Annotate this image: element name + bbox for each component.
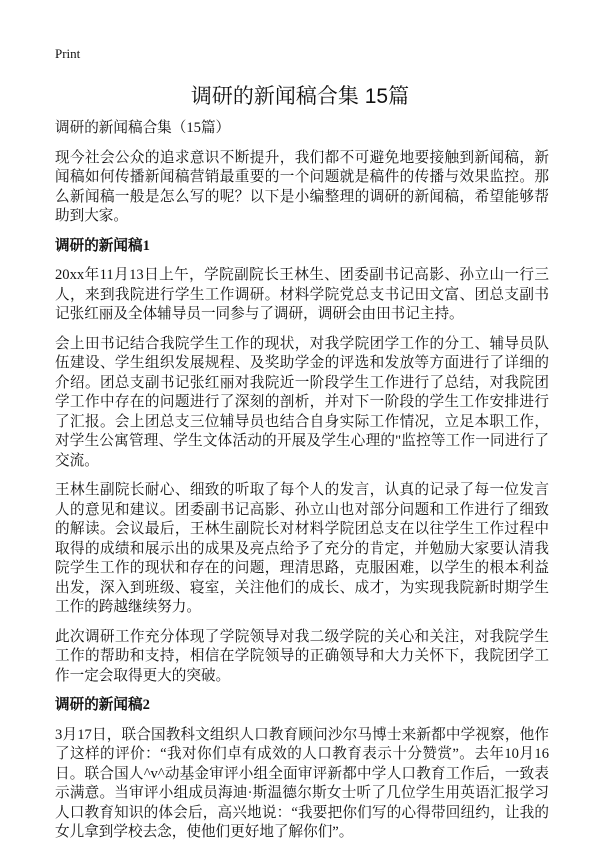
paragraph: 王林生副院长耐心、细致的听取了每个人的发言，认真的记录了每一位发言人的意见和建议。团委副书记高影、孙立山也对部分问题和工作进行了细致的解读。会议最后，王林生副院长对材料学院团总支在以往学生工作过程中取得的成绩和展示出的成果及亮点给予了充分的肯定，并勉励大家要认清我院学生工作的现状和存在的问题，理清思路，克服困难，以学生的根本利益出发，深入到班级、寝室，关注他们的成长、成才，为实现我院新时期学生工作的跨越继续努力。	[55, 482, 549, 615]
paragraph: 此次调研工作充分体现了学院领导对我二级学院的关心和关注，对我院学生工作的帮助和支持，相信在学院领导的正确领导和大力关怀下，我院团学工作一定会取得更大的突破。	[55, 628, 549, 684]
paragraph: 3月17日，联合国教科文组织人口教育顾问沙尔马博士来新都中学视察，他作了这样的评价：“我对你们卓有成效的人口教育表示十分赞赏”。去年10月16日。联合国人^v^动基金审评小组全面审评新都中学人口教育工作后，一致表示满意。当审评小组成员海迪·斯温德尔斯女士听了几位学生用英语汇报学习人口教育知识的体会后，高兴地说：“我要把你们写的心得带回纽约，让我的女儿拿到学校去念，使他们更好地了解你们”。	[55, 726, 549, 840]
document-body	[55, 119, 549, 853]
page-title: 调研的新闻稿合集 15篇	[190, 85, 410, 108]
paragraph: 会上田书记结合我院学生工作的现状，对我学院团学工作的分工、辅导员队伍建设、学生组织发展规程、及奖助学金的评选和发放等方面进行了详细的介绍。团总支副书记张红丽对我院近一阶段学生工作进行了总结，对我院团学工作中存在的问题进行了深刻的剖析，并对下一阶段的学生工作安排进行了汇报。会上团总支三位辅导员也结合自身实际工作情况，立足本职工作，对学生公寓管理、学生文体活动的开展及学生心理的"监控等工作一同进行了交流。	[55, 335, 549, 469]
print-link[interactable]: Print	[55, 46, 81, 61]
paragraph: 20xx年11月13日上午，学院副院长王林生、团委副书记高影、孙立山一行三人，来到我院进行学生工作调研。材料学院党总支书记田文富、团总支副书记张红丽及全体辅导员一同参与了调研，调研会由田书记主持。	[55, 267, 549, 322]
document-subtitle: 调研的新闻稿合集（15篇）	[55, 120, 231, 136]
section-heading: 调研的新闻稿1	[55, 237, 150, 254]
section-heading: 调研的新闻稿2	[55, 697, 150, 713]
intro-paragraph: 现今社会公众的追求意识不断提升，我们都不可避免地要接触到新闻稿，新闻稿如何传播新闻稿营销最重要的一个问题就是稿件的传播与效果监控。那么新闻稿一般是怎么写的呢？以下是小编整理的调研的新闻稿，希望能够帮助到大家。	[55, 149, 549, 224]
